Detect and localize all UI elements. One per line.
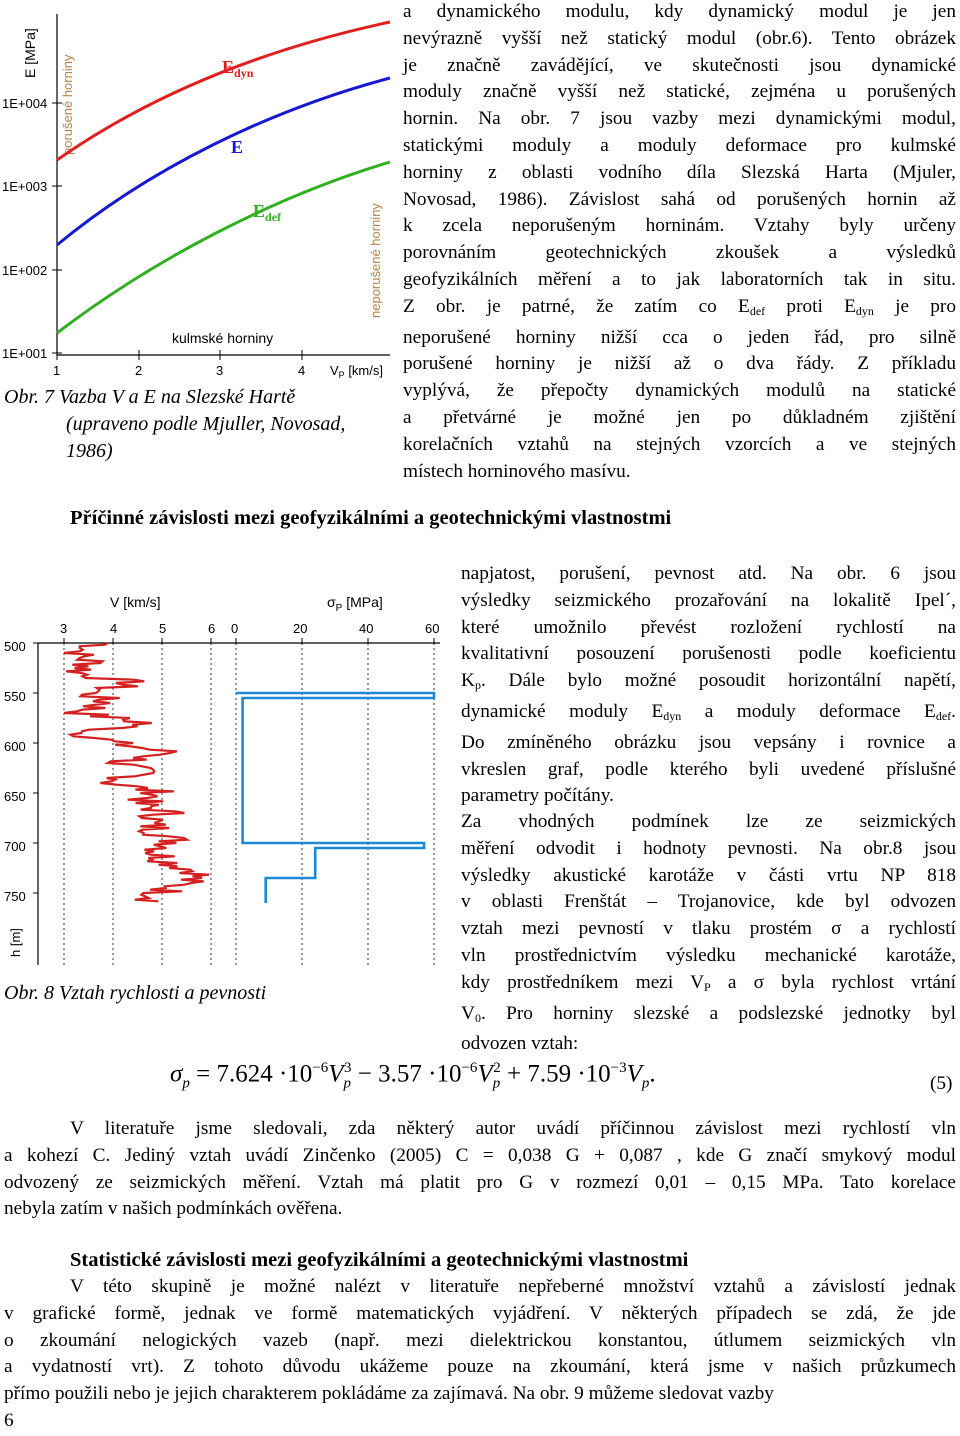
paragraph-1 [403,0,956,485]
fig7-ytick: 1E+003 [2,179,48,194]
text-line: v grafické formě, jednak ve formě matematických vyjádření. V některých případech se zdá, že jde [4,1302,956,1324]
v-tick: 3 [60,621,68,636]
text-line: a kohezí C. Jediný vztah uvádí Zinčenko (2005) C = 0,038 G + 0,087 , kde G značí smykový modul [4,1144,956,1166]
text-line: hornin. Na obr. 7 jsou vazby mezi dynamickými modul, [403,108,956,130]
text-line: místech horninového masívu. [403,460,631,482]
text-line: výsledky seizmického prozařování na lokalitě Ipel´, [461,589,956,611]
s-tick: 40 [359,621,374,636]
text-line: v oblasti Frenštát – Trojanovice, kde byl odvozen [461,891,956,913]
text-line: horniny z oblasti vodního díla Slezská Harta (Mjuler, [403,161,956,183]
depth-tick: 750 [4,889,26,904]
fig7-x-ticks [53,350,305,378]
fig7-xtick: 2 [135,363,143,378]
equation-number: (5) [930,1073,953,1094]
text-line: a vydatností vrt). Z tohoto důvodu ukážeme pouze na zkoumání, která jsme v našich průzkumech [4,1356,956,1378]
text-line: výsledky akustické karotáže v části vrtu NP 818 [461,864,956,886]
text-line: o zkoumání nelogických vazeb (např. mezi dielektrickou konstantou, útlumem seizmických vln [4,1329,956,1351]
paragraph-4 [4,1116,956,1223]
paragraph-3 [461,809,956,1058]
text-line: napjatost, porušení, pevnost atd. Na obr. 6 jsou [461,563,956,584]
text-line: odvozený ze seizmických měření. Vztah má platit pro G v rozmezí 0,01 – 0,15 MPa. Tato korelace [4,1171,956,1193]
figure-7-chart [0,0,400,382]
fig7-xtick: 1 [53,363,61,378]
fig8-depth-label: h [m] [8,928,23,957]
strength-curve [236,693,434,903]
text-line: parametry počítány. [461,785,614,807]
figure-7-caption [4,384,404,465]
text-line: dynamické moduly $E_{dyn}$ a moduly deformace $E_{def}$. [461,700,956,723]
fig7-y-axis-label: E [MPa] [22,28,38,78]
text-line: $K_p$. Dále bylo možné posoudit horizontální napětí, [461,670,956,693]
fig7-y-ticks [2,96,62,361]
fig7-ytick: 1E+002 [2,263,48,278]
text-line: kdy prostředníkem mezi $V_P$ a σ byla rychlost vrtání [461,971,957,994]
caption-line: Obr. 7 Vazba V a E na Slezské Hartě [4,386,296,408]
figure-8-chart [0,585,455,980]
fig7-label-kulmske: kulmské horniny [172,330,274,346]
edef-curve [57,162,390,333]
text-line: V této skupině je možné nalézt v literatuře nepřeberné množství vztahů a závislostí jednak [70,1276,956,1297]
text-line: odvozen vztah: [461,1033,579,1055]
text-line: a přetvárné je možné jen po důkladném zjištění [403,406,956,428]
text-line: porušené horniny je nižší až o dva řády. Z příkladu [403,353,956,375]
depth-tick: 500 [4,639,26,654]
s-tick: 20 [293,621,308,636]
text-line: Do zmíněného obrázku jsou vepsány i rovnice a [461,731,956,753]
depth-tick: 700 [4,839,26,854]
text-line: vztah mezi pevností v tlaku prostém σ a rychlostí [461,918,956,940]
fig7-ytick: 1E+001 [2,346,48,361]
text-line: nevýrazně vyšší než statický modul (obr.6). Tento obrázek [403,27,956,49]
text-line: k zcela neporušeným horninám. Vztahy byly určeny [403,215,956,237]
text-line: neporušené horniny nižší cca o jeden řád, pro silně [403,326,956,348]
e-curve [57,78,390,245]
text-line: Z obr. je patrné, že zatím co $E_{def}$ proti $E_{dyn}$ je pro [403,295,956,318]
paragraph-2 [461,561,956,810]
fig7-x-axis-label: $V_P$ [km/s] [330,363,383,380]
v-tick: 6 [208,621,216,636]
section-heading-statistical: Statistické závislosti mezi geofyzikálními a geotechnickými vlastnostmi [70,1249,689,1271]
text-line: $V_0$. Pro horniny slezské a podslezské jednotky byl [461,1002,956,1025]
s-tick: 60 [425,621,440,636]
page-number: 6 [4,1410,14,1431]
text-line: porovnáním geotechnických zkoušek a výsledků [403,242,956,264]
section-heading-causal: Příčinné závislosti mezi geofyzikálními a geotechnickými vlastnostmi [70,507,672,529]
depth-tick: 600 [4,739,26,754]
fig7-xtick: 3 [216,363,224,378]
text-line: přímo použili nebo je jejich charakterem pokládáme za zajímavá. Na obr. 9 můžeme sledovat vazby [4,1383,774,1405]
caption-line: 1986) [66,440,113,462]
fig8-strength-ticks [231,621,439,636]
text-line: vkreslen graf, podle kterého byli uvedené příslušné [461,758,956,780]
equation-5: $\sigma_p = 7.624 \cdot 10^{-6}V_p^3 - 3.57 \cdot 10^{-6}V_p^2 + 7.59 \cdot 10^{-3}V_p$. [170,1060,656,1092]
v-tick: 5 [159,621,167,636]
velocity-curve [64,643,209,901]
fig8-grid [64,643,434,965]
text-line: moduly značně vyšší než statické, zejména u porušených [403,81,956,103]
paragraph-5 [4,1274,956,1408]
text-line: a dynamického modulu, kdy dynamický modul je jen [403,1,956,22]
fig8-depth-ticks [4,639,26,904]
fig8-velocity-ticks [60,621,215,636]
text-line: je značně zavádějící, ve skutečnosti jsou dynamické [403,54,956,76]
text-line: nebyla zatím v našich podmínkách ověřena. [4,1198,343,1220]
edef-label: $E_{def}$ [253,201,282,224]
s-tick: 0 [231,621,239,636]
text-line: korelačních vztahů na stejných vzorcích a ve stejných [403,433,956,455]
text-line: statickými moduly a moduly deformace pro kulmské [403,134,956,156]
text-line: Za vhodných podmínek lze ze seizmických [461,811,956,832]
fig8-v-label: V [km/s] [110,594,161,610]
fig7-label-porusene: porušené horniny [60,54,75,155]
v-tick: 4 [110,621,118,636]
text-line: V literatuře jsme sledovali, zda některý autor uvádí příčinnou závislost mezi rychlostí vln [70,1118,956,1139]
depth-tick: 650 [4,789,26,804]
text-line: vyplývá, že přepočty dynamických modulů na statické [403,380,956,402]
fig7-ytick: 1E+004 [2,96,48,111]
fig7-label-neporusene: neporušené horniny [368,203,383,318]
depth-tick: 550 [4,689,26,704]
e-label: E [231,137,244,157]
text-line: vln prostřednictvím výsledku mechanické karotáže, [461,944,956,966]
text-line: měření odvodit i hodnoty pevnosti. Na obr.8 jsou [461,837,956,859]
text-line: geofyzikálních měření a to jak laboratorních tak in situ. [403,268,956,290]
text-line: kvalitativní posouzení porušenosti podle koeficientu [461,643,956,665]
text-line: které umožnilo převést rozložení rychlostí na [461,616,956,638]
text-line: Novosad, 1986). Závislost sahá od porušených hornin až [403,188,956,210]
caption-line: (upraveno podle Mjuller, Novosad, [66,413,346,435]
fig8-sigma-label: $\sigma_P$ [MPa] [327,594,383,614]
fig7-xtick: 4 [298,363,306,378]
edyn-label: $E_{dyn}$ [222,57,254,80]
figure-8-caption: Obr. 8 Vztah rychlosti a pevnosti [4,982,267,1004]
